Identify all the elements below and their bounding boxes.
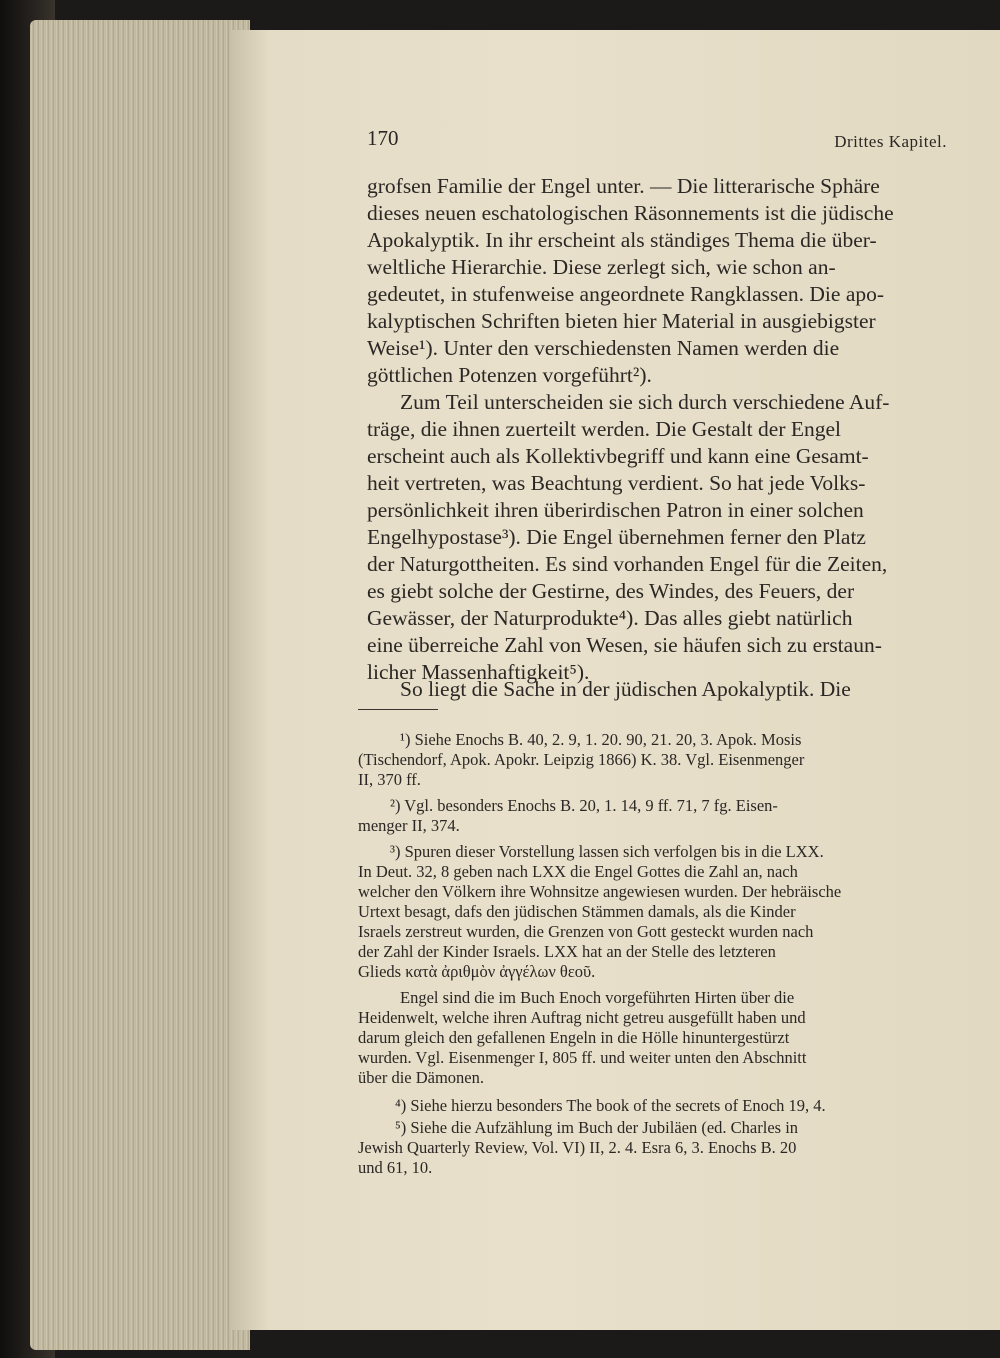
footnote-line: (Tischendorf, Apok. Apokr. Leipzig 1866) K. 38. Vgl. Eisenmenger: [358, 750, 805, 769]
body-line: Engelhypostase³). Die Engel übernehmen ferner den Platz: [367, 525, 866, 549]
footnote-line: welcher den Völkern ihre Wohnsitze angewiesen wurden. Der hebräische: [358, 882, 842, 901]
footnote-line: ⁵) Siehe die Aufzählung im Buch der Jubiläen (ed. Charles in: [395, 1118, 799, 1137]
body-line: der Naturgottheiten. Es sind vorhanden Engel für die Zeiten,: [367, 552, 888, 576]
page-stack-edge: [30, 20, 250, 1350]
footnote-rule: [358, 709, 438, 710]
footnote-line: menger II, 374.: [358, 816, 460, 835]
footnote-line: ⁴) Siehe hierzu besonders The book of the secrets of Enoch 19, 4.: [395, 1096, 826, 1115]
page-number: 170: [367, 126, 399, 150]
body-line: So liegt die Sache in der jüdischen Apokalyptik. Die: [400, 677, 851, 701]
footnote-line: ²) Vgl. besonders Enochs B. 20, 1. 14, 9 ff. 71, 7 fg. Eisen-: [390, 796, 778, 815]
body-line: licher Massenhaftigkeit⁵).: [367, 660, 590, 684]
body-line: gedeutet, in stufenweise angeordnete Rangklassen. Die apo-: [367, 282, 885, 306]
footnote-line: über die Dämonen.: [358, 1068, 484, 1087]
footnote-line: der Zahl der Kinder Israels. LXX hat an der Stelle des letzteren: [358, 942, 776, 961]
body-line: eine überreiche Zahl von Wesen, sie häufen sich zu erstaun-: [367, 633, 882, 657]
running-head: Drittes Kapitel.: [834, 132, 947, 151]
footnote-line: Jewish Quarterly Review, Vol. VI) II, 2. 4. Esra 6, 3. Enochs B. 20: [358, 1138, 797, 1157]
body-line: kalyptischen Schriften bieten hier Material in ausgiebigster: [367, 309, 876, 333]
footnote-line: Urtext besagt, dafs den jüdischen Stämmen damals, als die Kinder: [358, 902, 796, 921]
body-line: heit vertreten, was Beachtung verdient. So hat jede Volks-: [367, 471, 866, 495]
body-line: Zum Teil unterscheiden sie sich durch verschiedene Auf-: [400, 390, 890, 414]
body-line: träge, die ihnen zuerteilt werden. Die Gestalt der Engel: [367, 417, 841, 441]
footnote-line: In Deut. 32, 8 geben nach LXX die Engel Gottes die Zahl an, nach: [358, 862, 798, 881]
page-header: [367, 126, 947, 154]
footnote-line: Heidenwelt, welche ihren Auftrag nicht getreu ausgefüllt haben und: [358, 1008, 806, 1027]
body-line: weltliche Hierarchie. Diese zerlegt sich, wie schon an-: [367, 255, 836, 279]
book-page: [230, 30, 1000, 1330]
footnote-line: ¹) Siehe Enochs B. 40, 2. 9, 1. 20. 90, 21. 20, 3. Apok. Mosis: [400, 730, 802, 749]
body-line: grofsen Familie der Engel unter. — Die litterarische Sphäre: [367, 174, 880, 198]
body-line: erscheint auch als Kollektivbegriff und kann eine Gesamt-: [367, 444, 869, 468]
body-line: Weise¹). Unter den verschiedensten Namen werden die: [367, 336, 840, 360]
footnote-line: und 61, 10.: [358, 1158, 433, 1177]
body-line: dieses neuen eschatologischen Räsonnements ist die jüdische: [367, 201, 894, 225]
body-line: persönlichkeit ihren überirdischen Patron in einer solchen: [367, 498, 864, 522]
footnote-line: II, 370 ff.: [358, 770, 421, 789]
body-line: Gewässer, der Naturprodukte⁴). Das alles giebt natürlich: [367, 606, 853, 630]
body-line: Apokalyptik. In ihr erscheint als ständiges Thema die über-: [367, 228, 877, 252]
body-line: es giebt solche der Gestirne, des Windes, des Feuers, der: [367, 579, 855, 603]
footnote-line: Glieds κατὰ ἀριθμὸν ἀγγέλων θεοῦ.: [358, 962, 596, 981]
body-line: göttlichen Potenzen vorgeführt²).: [367, 363, 652, 387]
footnote-line: darum gleich den gefallenen Engeln in die Hölle hinuntergestürzt: [358, 1028, 790, 1047]
footnote-line: Engel sind die im Buch Enoch vorgeführten Hirten über die: [400, 988, 795, 1007]
footnote-line: ³) Spuren dieser Vorstellung lassen sich verfolgen bis in die LXX.: [390, 842, 824, 861]
footnote-line: Israels zerstreut wurden, die Grenzen von Gott gesteckt wurden nach: [358, 922, 814, 941]
footnote-line: wurden. Vgl. Eisenmenger I, 805 ff. und weiter unten den Abschnitt: [358, 1048, 807, 1067]
